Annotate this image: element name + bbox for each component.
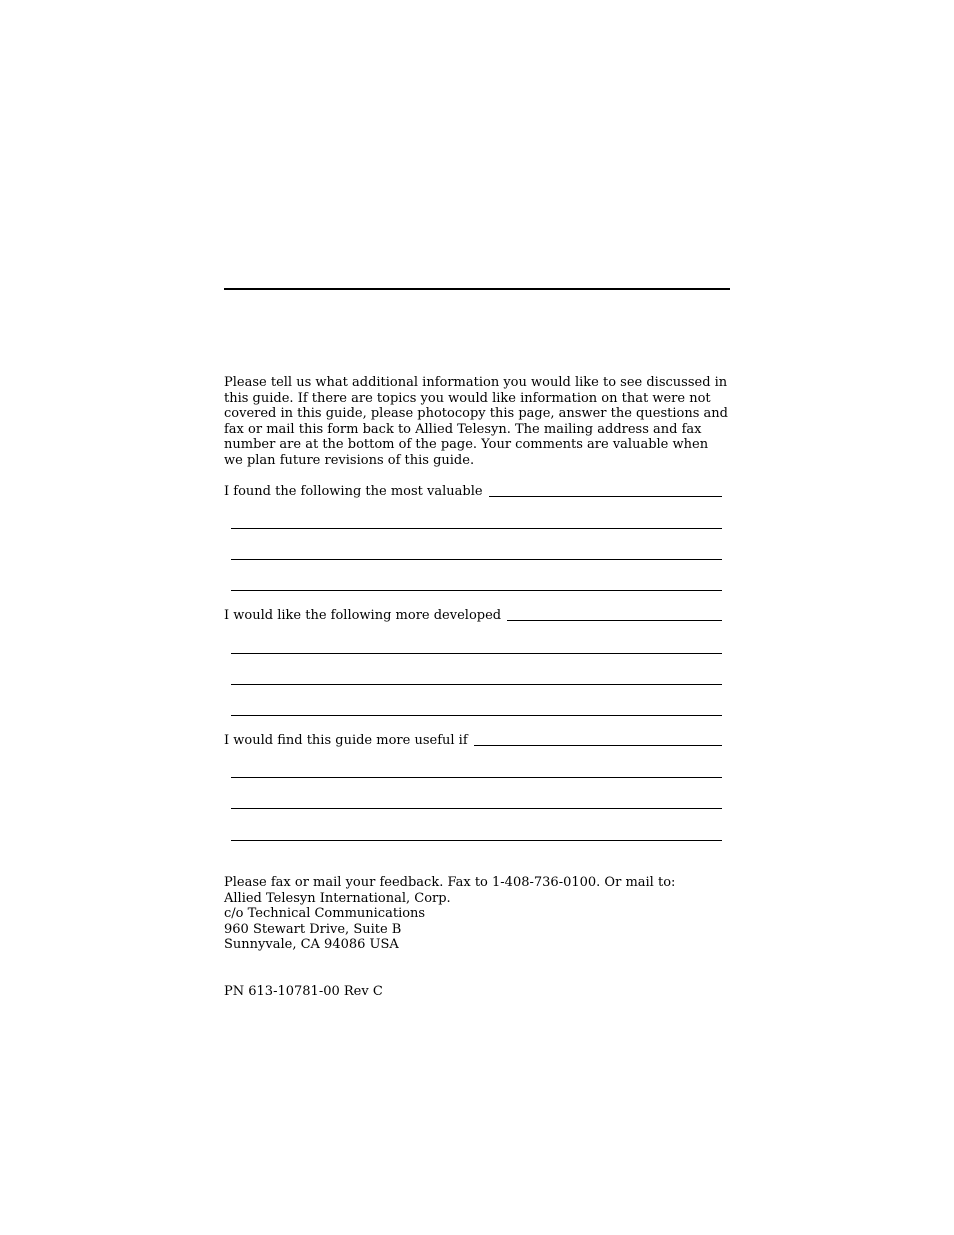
question-1-answer-line-4[interactable] — [231, 590, 722, 591]
question-1-label: I found the following the most valuable — [224, 484, 483, 499]
question-3 — [224, 733, 722, 748]
contact-block — [224, 875, 730, 953]
header-rule — [224, 288, 730, 290]
question-3-answer-line-2[interactable] — [231, 777, 722, 778]
question-2-label: I would like the following more developed — [224, 608, 502, 623]
question-2-answer-line-4[interactable] — [231, 715, 722, 716]
question-1-answer-line[interactable] — [489, 496, 722, 497]
question-1 — [224, 484, 722, 499]
question-2-answer-line[interactable] — [507, 620, 722, 621]
question-3-answer-line-3[interactable] — [231, 808, 722, 809]
contact-street: 960 Stewart Drive, Suite B — [224, 921, 402, 937]
contact-city: Sunnyvale, CA 94086 USA — [224, 937, 399, 952]
question-3-answer-line[interactable] — [474, 745, 722, 746]
intro-paragraph: Please tell us what additional information you would like to see discussed in this guide. If there are topics you would like information on that were not covered in this guide, please photocopy this page, answer the questions and fax or mail this form back to Allied Telesyn. The mailing address and fax number are at the bottom of the page. Your comments are valuable when we plan future revisions of this guide. — [224, 375, 728, 468]
question-1-answer-line-3[interactable] — [231, 559, 722, 560]
question-3-label: I would find this guide more useful if — [224, 733, 468, 748]
question-1-answer-line-2[interactable] — [231, 528, 722, 529]
question-3-answer-line-4[interactable] — [231, 840, 722, 841]
question-2-answer-line-2[interactable] — [231, 653, 722, 654]
question-2-answer-line-3[interactable] — [231, 684, 722, 685]
part-number: PN 613-10781-00 Rev C — [224, 984, 383, 999]
question-2 — [224, 608, 722, 623]
contact-instructions: Please fax or mail your feedback. Fax to 1-408-736-0100. Or mail to: — [224, 875, 676, 890]
contact-attn: c/o Technical Communications — [224, 906, 426, 921]
contact-company: Allied Telesyn International, Corp. — [224, 890, 451, 906]
